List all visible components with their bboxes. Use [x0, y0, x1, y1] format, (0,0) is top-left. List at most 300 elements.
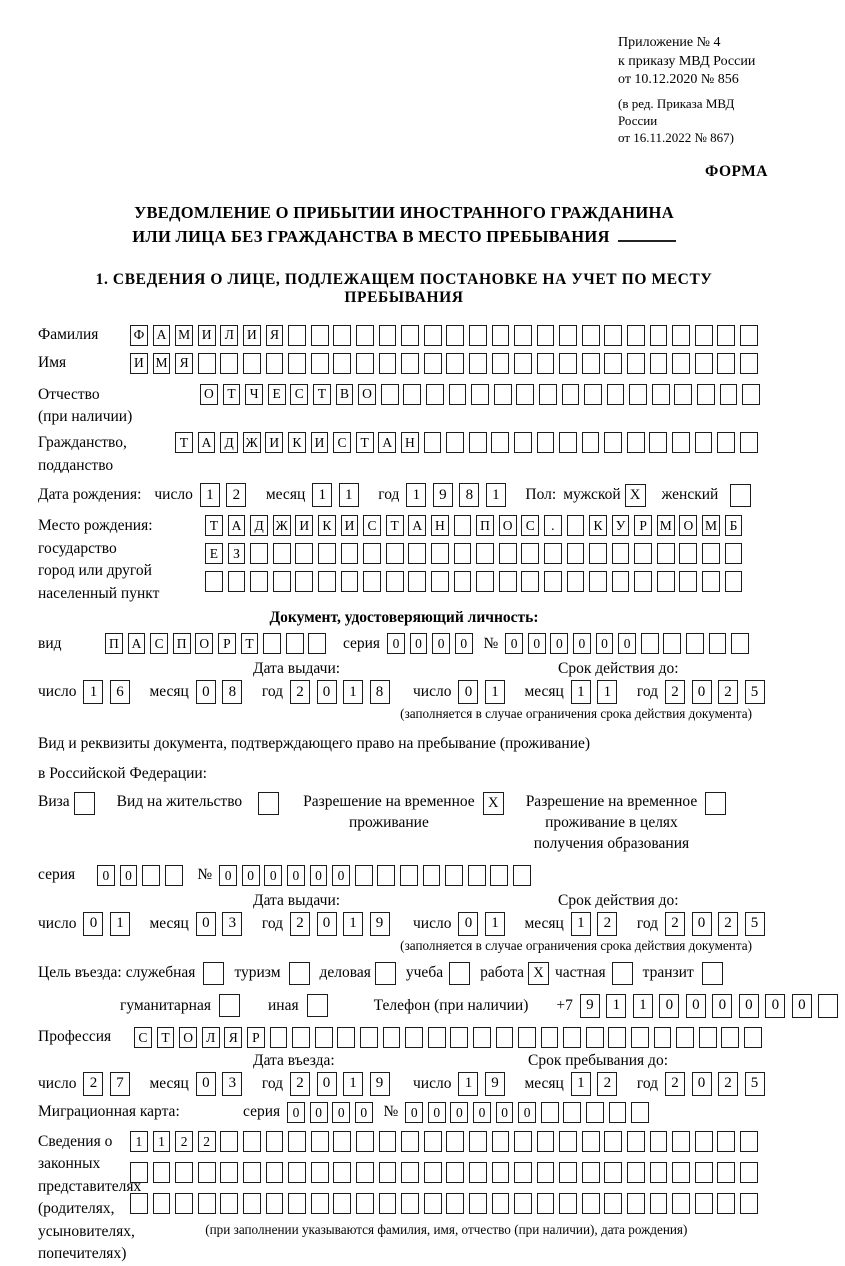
- char-box[interactable]: [634, 543, 652, 564]
- char-box[interactable]: .: [544, 515, 562, 536]
- char-box[interactable]: Ж: [243, 432, 261, 453]
- char-box[interactable]: 0: [692, 1072, 712, 1096]
- char-box[interactable]: [405, 1027, 423, 1048]
- char-box[interactable]: 0: [219, 865, 237, 886]
- char-box[interactable]: [401, 1131, 419, 1152]
- char-box[interactable]: [521, 571, 539, 592]
- purpose-transit-checkbox[interactable]: [702, 962, 723, 985]
- char-box[interactable]: [266, 353, 284, 374]
- char-box[interactable]: [468, 865, 486, 886]
- char-box[interactable]: О: [179, 1027, 197, 1048]
- char-box[interactable]: [295, 543, 313, 564]
- char-box[interactable]: 0: [264, 865, 282, 886]
- char-box[interactable]: 0: [528, 633, 546, 654]
- char-box[interactable]: И: [130, 353, 148, 374]
- char-box[interactable]: О: [358, 384, 376, 405]
- char-box[interactable]: [627, 353, 645, 374]
- char-box[interactable]: 2: [290, 1072, 310, 1096]
- char-box[interactable]: [450, 1027, 468, 1048]
- char-box[interactable]: [469, 432, 487, 453]
- char-box[interactable]: К: [288, 432, 306, 453]
- char-box[interactable]: [198, 1193, 216, 1214]
- char-box[interactable]: И: [265, 432, 283, 453]
- char-box[interactable]: [496, 1027, 514, 1048]
- char-box[interactable]: [175, 1162, 193, 1183]
- purpose-business-checkbox[interactable]: [375, 962, 396, 985]
- char-box[interactable]: [446, 353, 464, 374]
- char-box[interactable]: [604, 1131, 622, 1152]
- char-box[interactable]: [740, 1162, 758, 1183]
- char-box[interactable]: С: [363, 515, 381, 536]
- char-box[interactable]: Р: [247, 1027, 265, 1048]
- char-box[interactable]: [469, 325, 487, 346]
- char-box[interactable]: 0: [505, 633, 523, 654]
- char-box[interactable]: 2: [597, 1072, 617, 1096]
- char-box[interactable]: [311, 353, 329, 374]
- char-box[interactable]: [288, 325, 306, 346]
- char-box[interactable]: 0: [405, 1102, 423, 1123]
- char-box[interactable]: [288, 1162, 306, 1183]
- char-box[interactable]: [582, 1131, 600, 1152]
- char-box[interactable]: [424, 1162, 442, 1183]
- char-box[interactable]: [674, 384, 692, 405]
- char-box[interactable]: 1: [485, 680, 505, 704]
- char-box[interactable]: [383, 1027, 401, 1048]
- char-box[interactable]: Ж: [273, 515, 291, 536]
- char-box[interactable]: [582, 353, 600, 374]
- char-box[interactable]: [250, 571, 268, 592]
- char-box[interactable]: [679, 543, 697, 564]
- char-box[interactable]: П: [105, 633, 123, 654]
- char-box[interactable]: Е: [205, 543, 223, 564]
- char-box[interactable]: С: [134, 1027, 152, 1048]
- char-box[interactable]: [627, 1131, 645, 1152]
- char-box[interactable]: [499, 571, 517, 592]
- char-box[interactable]: [709, 633, 727, 654]
- char-box[interactable]: [311, 1193, 329, 1214]
- char-box[interactable]: 0: [355, 1102, 373, 1123]
- sex-female-checkbox[interactable]: [730, 484, 751, 507]
- char-box[interactable]: [454, 571, 472, 592]
- char-box[interactable]: [584, 384, 602, 405]
- char-box[interactable]: [537, 1193, 555, 1214]
- char-box[interactable]: [492, 353, 510, 374]
- char-box[interactable]: О: [679, 515, 697, 536]
- char-box[interactable]: Н: [401, 432, 419, 453]
- char-box[interactable]: [469, 1162, 487, 1183]
- char-box[interactable]: О: [195, 633, 213, 654]
- char-box[interactable]: [563, 1027, 581, 1048]
- char-box[interactable]: 2: [198, 1131, 216, 1152]
- char-box[interactable]: [720, 384, 738, 405]
- char-box[interactable]: [742, 384, 760, 405]
- purpose-work-checkbox[interactable]: X: [528, 962, 549, 985]
- char-box[interactable]: 0: [317, 1072, 337, 1096]
- char-box[interactable]: [356, 325, 374, 346]
- char-box[interactable]: [288, 353, 306, 374]
- char-box[interactable]: [521, 543, 539, 564]
- char-box[interactable]: 1: [486, 483, 506, 507]
- char-box[interactable]: [537, 1162, 555, 1183]
- char-box[interactable]: [286, 633, 304, 654]
- char-box[interactable]: О: [200, 384, 218, 405]
- char-box[interactable]: [731, 633, 749, 654]
- char-box[interactable]: [424, 432, 442, 453]
- char-box[interactable]: [476, 543, 494, 564]
- char-box[interactable]: [165, 865, 183, 886]
- char-box[interactable]: Д: [250, 515, 268, 536]
- char-box[interactable]: [424, 325, 442, 346]
- char-box[interactable]: [263, 633, 281, 654]
- char-box[interactable]: 1: [312, 483, 332, 507]
- char-box[interactable]: [360, 1027, 378, 1048]
- char-box[interactable]: 0: [765, 994, 785, 1018]
- char-box[interactable]: [672, 353, 690, 374]
- char-box[interactable]: 0: [692, 680, 712, 704]
- char-box[interactable]: [315, 1027, 333, 1048]
- char-box[interactable]: [695, 432, 713, 453]
- char-box[interactable]: 0: [712, 994, 732, 1018]
- char-box[interactable]: [469, 353, 487, 374]
- char-box[interactable]: [446, 1162, 464, 1183]
- char-box[interactable]: [476, 571, 494, 592]
- char-box[interactable]: 1: [343, 1072, 363, 1096]
- char-box[interactable]: [356, 1131, 374, 1152]
- char-box[interactable]: [604, 325, 622, 346]
- char-box[interactable]: 9: [370, 912, 390, 936]
- char-box[interactable]: [492, 1131, 510, 1152]
- char-box[interactable]: 0: [332, 1102, 350, 1123]
- char-box[interactable]: [631, 1027, 649, 1048]
- char-box[interactable]: [377, 865, 395, 886]
- char-box[interactable]: [228, 571, 246, 592]
- char-box[interactable]: [471, 384, 489, 405]
- char-box[interactable]: М: [175, 325, 193, 346]
- char-box[interactable]: Т: [205, 515, 223, 536]
- char-box[interactable]: [657, 571, 675, 592]
- char-box[interactable]: [333, 353, 351, 374]
- char-box[interactable]: 0: [458, 680, 478, 704]
- char-box[interactable]: [699, 1027, 717, 1048]
- char-box[interactable]: 1: [597, 680, 617, 704]
- char-box[interactable]: 1: [343, 912, 363, 936]
- char-box[interactable]: [198, 1162, 216, 1183]
- char-box[interactable]: 5: [745, 912, 765, 936]
- char-box[interactable]: [744, 1027, 762, 1048]
- char-box[interactable]: [612, 543, 630, 564]
- char-box[interactable]: И: [295, 515, 313, 536]
- char-box[interactable]: [740, 1131, 758, 1152]
- char-box[interactable]: [695, 325, 713, 346]
- char-box[interactable]: [627, 1193, 645, 1214]
- char-box[interactable]: 0: [458, 912, 478, 936]
- char-box[interactable]: [379, 1131, 397, 1152]
- char-box[interactable]: [494, 384, 512, 405]
- char-box[interactable]: [333, 1131, 351, 1152]
- char-box[interactable]: [818, 994, 838, 1018]
- char-box[interactable]: 9: [433, 483, 453, 507]
- char-box[interactable]: [355, 865, 373, 886]
- temp-residence-checkbox[interactable]: X: [483, 792, 504, 815]
- char-box[interactable]: 6: [110, 680, 130, 704]
- char-box[interactable]: А: [228, 515, 246, 536]
- char-box[interactable]: В: [336, 384, 354, 405]
- char-box[interactable]: М: [657, 515, 675, 536]
- char-box[interactable]: [379, 1193, 397, 1214]
- char-box[interactable]: П: [476, 515, 494, 536]
- purpose-official-checkbox[interactable]: [203, 962, 224, 985]
- char-box[interactable]: [356, 1193, 374, 1214]
- char-box[interactable]: [341, 571, 359, 592]
- char-box[interactable]: [537, 325, 555, 346]
- char-box[interactable]: [627, 432, 645, 453]
- char-box[interactable]: 0: [196, 680, 216, 704]
- char-box[interactable]: [612, 571, 630, 592]
- char-box[interactable]: [604, 353, 622, 374]
- char-box[interactable]: 2: [665, 912, 685, 936]
- char-box[interactable]: [631, 1102, 649, 1123]
- char-box[interactable]: И: [311, 432, 329, 453]
- char-box[interactable]: 1: [571, 680, 591, 704]
- char-box[interactable]: Д: [220, 432, 238, 453]
- char-box[interactable]: 3: [222, 912, 242, 936]
- char-box[interactable]: [589, 571, 607, 592]
- char-box[interactable]: [243, 353, 261, 374]
- char-box[interactable]: [589, 543, 607, 564]
- purpose-private-checkbox[interactable]: [612, 962, 633, 985]
- char-box[interactable]: [607, 384, 625, 405]
- char-box[interactable]: [672, 1193, 690, 1214]
- char-box[interactable]: [426, 384, 444, 405]
- char-box[interactable]: 0: [659, 994, 679, 1018]
- char-box[interactable]: [401, 353, 419, 374]
- char-box[interactable]: [341, 543, 359, 564]
- char-box[interactable]: [130, 1162, 148, 1183]
- char-box[interactable]: Р: [218, 633, 236, 654]
- char-box[interactable]: 1: [571, 1072, 591, 1096]
- char-box[interactable]: [563, 1102, 581, 1123]
- char-box[interactable]: 0: [496, 1102, 514, 1123]
- char-box[interactable]: [266, 1162, 284, 1183]
- char-box[interactable]: 0: [432, 633, 450, 654]
- char-box[interactable]: 0: [473, 1102, 491, 1123]
- char-box[interactable]: 0: [792, 994, 812, 1018]
- char-box[interactable]: [586, 1102, 604, 1123]
- char-box[interactable]: 8: [370, 680, 390, 704]
- char-box[interactable]: [541, 1027, 559, 1048]
- temp-residence-education-checkbox[interactable]: [705, 792, 726, 815]
- char-box[interactable]: 1: [606, 994, 626, 1018]
- char-box[interactable]: [650, 1162, 668, 1183]
- char-box[interactable]: И: [243, 325, 261, 346]
- char-box[interactable]: [424, 1193, 442, 1214]
- char-box[interactable]: [492, 1162, 510, 1183]
- char-box[interactable]: [153, 1193, 171, 1214]
- char-box[interactable]: [311, 325, 329, 346]
- char-box[interactable]: [717, 353, 735, 374]
- char-box[interactable]: [541, 1102, 559, 1123]
- char-box[interactable]: 8: [459, 483, 479, 507]
- char-box[interactable]: [514, 1162, 532, 1183]
- char-box[interactable]: [408, 571, 426, 592]
- char-box[interactable]: А: [153, 325, 171, 346]
- char-box[interactable]: Т: [386, 515, 404, 536]
- visa-checkbox[interactable]: [74, 792, 95, 815]
- char-box[interactable]: 1: [406, 483, 426, 507]
- char-box[interactable]: [446, 325, 464, 346]
- char-box[interactable]: И: [341, 515, 359, 536]
- char-box[interactable]: [604, 1193, 622, 1214]
- char-box[interactable]: [586, 1027, 604, 1048]
- char-box[interactable]: [446, 1131, 464, 1152]
- char-box[interactable]: 1: [130, 1131, 148, 1152]
- char-box[interactable]: 9: [485, 1072, 505, 1096]
- char-box[interactable]: А: [198, 432, 216, 453]
- char-box[interactable]: [424, 353, 442, 374]
- char-box[interactable]: [604, 1162, 622, 1183]
- char-box[interactable]: [695, 1131, 713, 1152]
- char-box[interactable]: [220, 1193, 238, 1214]
- char-box[interactable]: 2: [718, 680, 738, 704]
- char-box[interactable]: 2: [665, 680, 685, 704]
- char-box[interactable]: [449, 384, 467, 405]
- sex-male-checkbox[interactable]: X: [625, 484, 646, 507]
- char-box[interactable]: 9: [370, 1072, 390, 1096]
- char-box[interactable]: [492, 1193, 510, 1214]
- char-box[interactable]: [650, 1131, 668, 1152]
- char-box[interactable]: Я: [266, 325, 284, 346]
- char-box[interactable]: [544, 543, 562, 564]
- char-box[interactable]: [634, 571, 652, 592]
- char-box[interactable]: 0: [310, 865, 328, 886]
- char-box[interactable]: [514, 353, 532, 374]
- char-box[interactable]: [516, 384, 534, 405]
- char-box[interactable]: [582, 432, 600, 453]
- char-box[interactable]: [356, 353, 374, 374]
- char-box[interactable]: [288, 1131, 306, 1152]
- char-box[interactable]: [408, 543, 426, 564]
- char-box[interactable]: 0: [387, 633, 405, 654]
- char-box[interactable]: [609, 1102, 627, 1123]
- char-box[interactable]: [220, 1162, 238, 1183]
- char-box[interactable]: [672, 432, 690, 453]
- char-box[interactable]: К: [318, 515, 336, 536]
- char-box[interactable]: 0: [596, 633, 614, 654]
- char-box[interactable]: [445, 865, 463, 886]
- char-box[interactable]: 0: [550, 633, 568, 654]
- char-box[interactable]: [386, 543, 404, 564]
- char-box[interactable]: 2: [290, 680, 310, 704]
- char-box[interactable]: [717, 1193, 735, 1214]
- char-box[interactable]: [492, 325, 510, 346]
- char-box[interactable]: 0: [120, 865, 138, 886]
- char-box[interactable]: [250, 543, 268, 564]
- char-box[interactable]: [288, 1193, 306, 1214]
- char-box[interactable]: [333, 325, 351, 346]
- char-box[interactable]: [702, 543, 720, 564]
- char-box[interactable]: [559, 1162, 577, 1183]
- char-box[interactable]: [559, 432, 577, 453]
- char-box[interactable]: 2: [290, 912, 310, 936]
- char-box[interactable]: [679, 571, 697, 592]
- char-box[interactable]: 1: [343, 680, 363, 704]
- char-box[interactable]: [454, 515, 472, 536]
- char-box[interactable]: 0: [428, 1102, 446, 1123]
- char-box[interactable]: [431, 543, 449, 564]
- char-box[interactable]: [604, 432, 622, 453]
- char-box[interactable]: [608, 1027, 626, 1048]
- char-box[interactable]: [537, 1131, 555, 1152]
- char-box[interactable]: [559, 1131, 577, 1152]
- char-box[interactable]: [627, 1162, 645, 1183]
- char-box[interactable]: [740, 1193, 758, 1214]
- char-box[interactable]: [686, 633, 704, 654]
- char-box[interactable]: [454, 543, 472, 564]
- char-box[interactable]: М: [153, 353, 171, 374]
- char-box[interactable]: [266, 1131, 284, 1152]
- char-box[interactable]: И: [198, 325, 216, 346]
- char-box[interactable]: 1: [339, 483, 359, 507]
- char-box[interactable]: 0: [739, 994, 759, 1018]
- char-box[interactable]: 0: [692, 912, 712, 936]
- char-box[interactable]: [401, 1193, 419, 1214]
- char-box[interactable]: Л: [220, 325, 238, 346]
- char-box[interactable]: 1: [458, 1072, 478, 1096]
- char-box[interactable]: 1: [153, 1131, 171, 1152]
- char-box[interactable]: [499, 543, 517, 564]
- char-box[interactable]: [311, 1162, 329, 1183]
- char-box[interactable]: [717, 325, 735, 346]
- char-box[interactable]: [559, 1193, 577, 1214]
- char-box[interactable]: [695, 1162, 713, 1183]
- char-box[interactable]: [629, 384, 647, 405]
- char-box[interactable]: [243, 1193, 261, 1214]
- char-box[interactable]: Н: [431, 515, 449, 536]
- char-box[interactable]: Я: [175, 353, 193, 374]
- char-box[interactable]: [491, 432, 509, 453]
- char-box[interactable]: 0: [287, 865, 305, 886]
- char-box[interactable]: [311, 1131, 329, 1152]
- char-box[interactable]: [514, 1131, 532, 1152]
- char-box[interactable]: А: [408, 515, 426, 536]
- char-box[interactable]: [657, 543, 675, 564]
- char-box[interactable]: [721, 1027, 739, 1048]
- char-box[interactable]: [567, 543, 585, 564]
- char-box[interactable]: С: [333, 432, 351, 453]
- char-box[interactable]: [514, 325, 532, 346]
- char-box[interactable]: [702, 571, 720, 592]
- residence-permit-checkbox[interactable]: [258, 792, 279, 815]
- char-box[interactable]: Ф: [130, 325, 148, 346]
- char-box[interactable]: [663, 633, 681, 654]
- char-box[interactable]: Я: [224, 1027, 242, 1048]
- char-box[interactable]: 9: [580, 994, 600, 1018]
- char-box[interactable]: 0: [317, 680, 337, 704]
- char-box[interactable]: [428, 1027, 446, 1048]
- char-box[interactable]: [386, 571, 404, 592]
- char-box[interactable]: [205, 571, 223, 592]
- char-box[interactable]: [672, 1162, 690, 1183]
- char-box[interactable]: [379, 325, 397, 346]
- char-box[interactable]: 0: [196, 912, 216, 936]
- char-box[interactable]: С: [521, 515, 539, 536]
- char-box[interactable]: 1: [110, 912, 130, 936]
- char-box[interactable]: 0: [242, 865, 260, 886]
- purpose-humanitarian-checkbox[interactable]: [219, 994, 240, 1017]
- char-box[interactable]: [740, 353, 758, 374]
- char-box[interactable]: 2: [175, 1131, 193, 1152]
- char-box[interactable]: Т: [313, 384, 331, 405]
